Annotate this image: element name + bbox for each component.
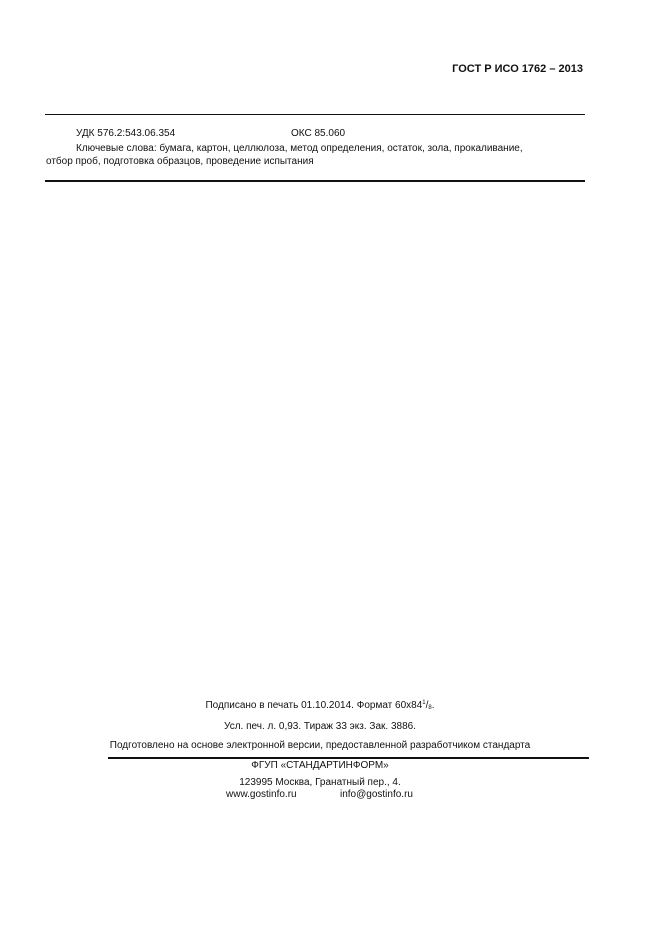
signed-for-print: Подписано в печать 01.10.2014. Формат $60х84^1/_8$. — [205, 700, 435, 711]
print-details: Усл. печ. л. 0,93. Тираж 33 экз. Зак. 3886. — [224, 721, 416, 732]
publisher-name: ФГУП «СТАНДАРТИНФОРМ» — [251, 760, 389, 771]
format-sup: 1 — [422, 700, 426, 706]
format-end: . — [431, 700, 435, 711]
email-link[interactable]: info@gostinfo.ru — [340, 789, 413, 800]
standard-code: ГОСТ Р ИСО 1762 – 2013 — [452, 63, 583, 75]
oks-code: ОКС 85.060 — [291, 128, 346, 139]
prepared-note: Подготовлено на основе электронной версии, предоставленной разработчиком стандарта — [109, 740, 531, 751]
keywords-line-2: отбор проб, подготовка образцов, проведение испытания — [46, 156, 314, 167]
keywords-line-1: Ключевые слова: бумага, картон, целлюлоза, метод определения, остаток, зола, прокаливание, — [76, 143, 523, 154]
udk-code: УДК 576.2:543.06.354 — [76, 128, 176, 139]
classification-divider — [45, 180, 585, 182]
format-sub: 8 — [428, 705, 432, 711]
imprint-divider — [108, 757, 589, 759]
publisher-address: 123995 Москва, Гранатный пер., 4. — [239, 777, 401, 788]
signed-text: Подписано в печать 01.10.2014. Формат 60х84 — [205, 700, 423, 711]
website-link[interactable]: www.gostinfo.ru — [226, 789, 297, 800]
top-divider — [45, 114, 585, 115]
